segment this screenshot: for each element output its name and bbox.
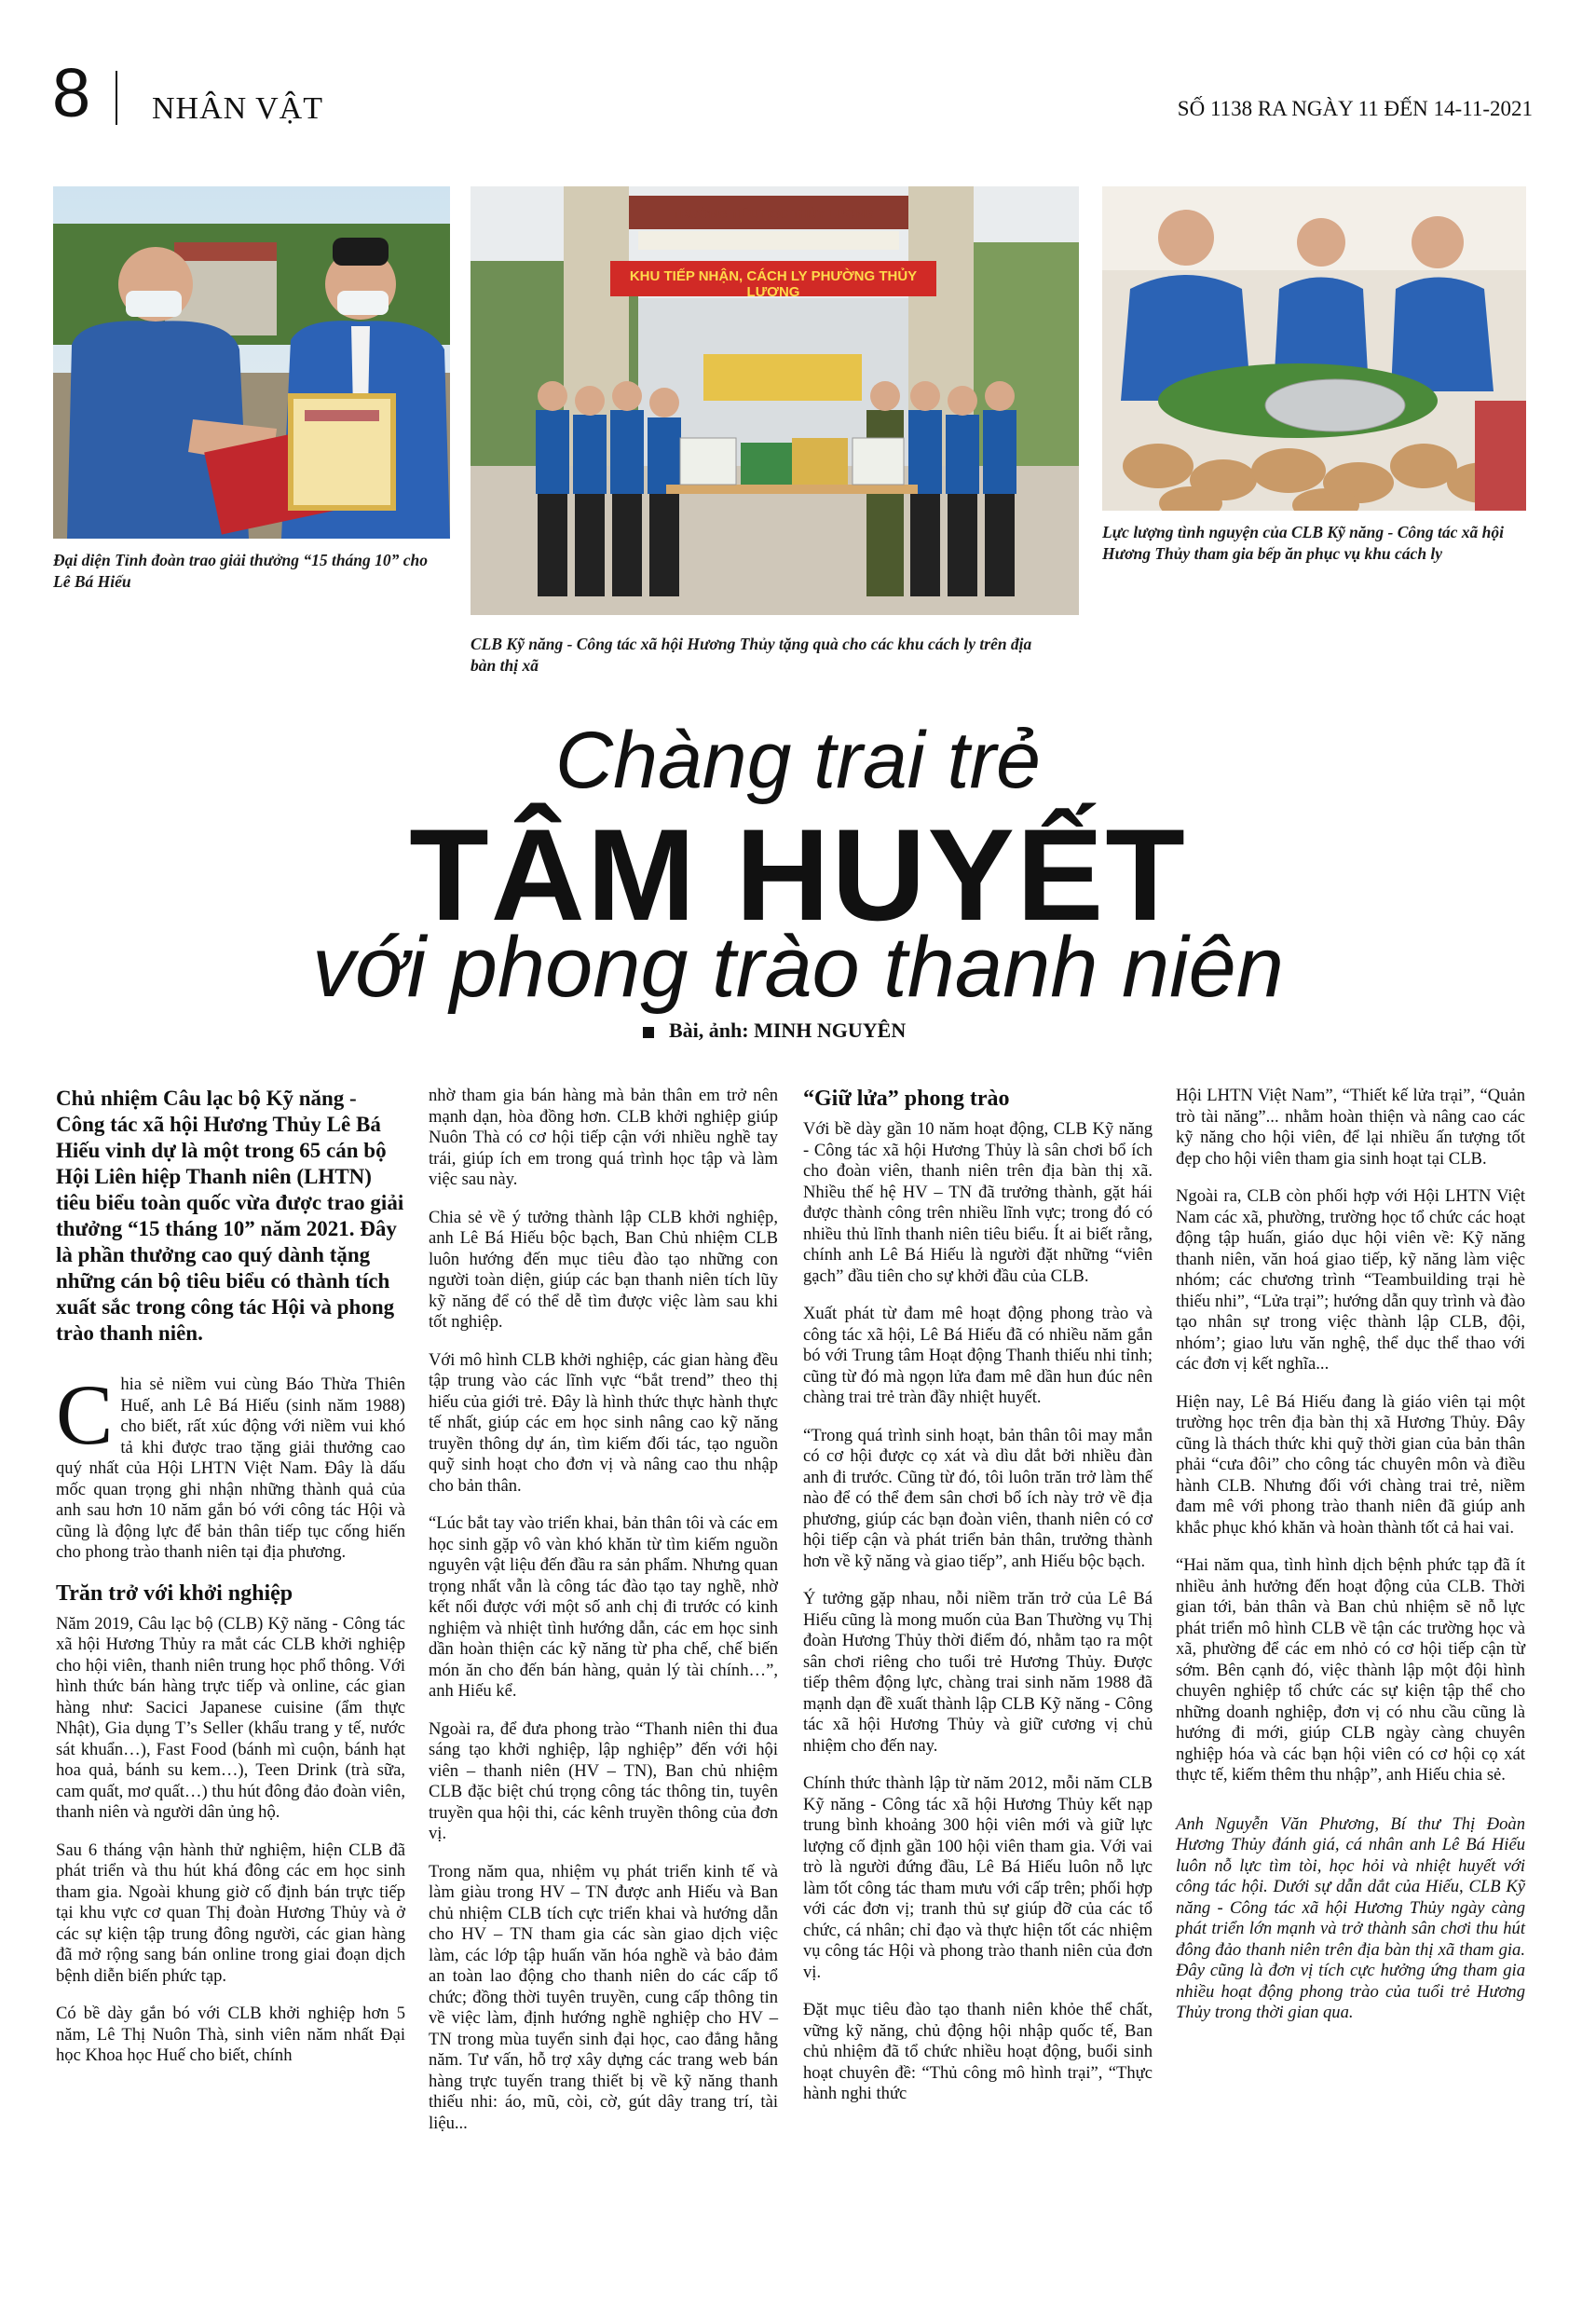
photo-gift-quarantine: [471, 186, 1079, 615]
intro-text: hia sẻ niềm vui cùng Báo Thừa Thiên Huế, anh Lê Bá Hiếu (sinh năm 1988) cho biết, rất xúc động với niềm vui khó tả khi được trao tặng giải thưởng cao quý nhất của Hội LHTN Việt Nam. Đây là dấu mốc quan trọng ghi nhận những thành quả của anh sau hơn 10 năm gắn bó với công tác Hội và cũng là động lực để bản thân tiếp tục cống hiến cho phong trào thanh niên tại địa phương.: [56, 1375, 405, 1562]
headline-line-2: TÂM HUYẾT: [409, 801, 1187, 948]
left-photo-caption: Đại diện Tỉnh đoàn trao giải thưởng “15 tháng 10” cho Lê Bá Hiếu: [53, 551, 429, 591]
subheading-khoi-nghiep: Trăn trở với khởi nghiệp: [56, 1580, 293, 1606]
paragraph: Chia sẻ về ý tưởng thành lập CLB khởi nghiệp, anh Lê Bá Hiếu bộc bạch, Ban Chủ nhiệm CLB luôn hướng đến mục tiêu đào tạo những con người toàn diện, giúp các bạn thanh niên tích lũy kỹ năng để có thể dễ tìm được việc làm sau khi tốt nghiệp.: [429, 1207, 778, 1332]
issue-info: SỐ 1138 RA NGÀY 11 ĐẾN 14-11-2021: [1177, 97, 1533, 120]
headline-line-1: Chàng trai trẻ: [554, 716, 1042, 805]
photo-award-ceremony: [53, 186, 450, 539]
paragraph: Có bề dày gắn bó với CLB khởi nghiệp hơn 5 năm, Lê Thị Nuôn Thà, sinh viên năm nhất Đại học Khoa học Huế cho biết, chính: [56, 2004, 405, 2065]
paragraph: Ngoài ra, CLB còn phối hợp với Hội LHTN Việt Nam các xã, phường, trường học tổ chức các hoạt động tập huấn, giáo dục hội viên về: Kỹ năng thanh niên, văn hoá giao tiếp, kỹ năng làm việc nhóm; các chương trình “Teambuilding trại hè thiếu nhi”, “Lửa trại”; hướng dẫn quy trình và đào tạo nhân sự trong việc thành lập CLB, đội, nhóm’; giao lưu văn nghệ, thể dục thể thao với các đơn vị kết nghĩa...: [1176, 1186, 1525, 1374]
intro-paragraph: [56, 1367, 405, 1564]
paragraph: Với bề dày gần 10 năm hoạt động, CLB Kỹ năng - Công tác xã hội Hương Thủy là sân chơi bổ ích cho đoàn viên, thanh niên trên địa bàn thị xã. Nhiều thế hệ HV – TN đã trưởng thành, gặt hái được thành công trên nhiều lĩnh vực; trong đó có nhiều thủ lĩnh thanh niên tiêu biểu. Ít ai biết rằng, chính anh Lê Bá Hiếu là người đặt những “viên gạch” đầu tiên cho sự khởi đầu của CLB.: [803, 1119, 1153, 1286]
article-column-4: [1176, 1086, 1525, 2041]
drop-cap: C: [56, 1367, 114, 1462]
byline-text: Bài, ảnh: MINH NGUYÊN: [669, 1019, 907, 1042]
paragraph: Trong năm qua, nhiệm vụ phát triển kinh tế và làm giàu trong HV – TN được anh Hiếu và Ban chủ nhiệm CLB tích cực triển khai và hướng dẫn cho HV – TN tham gia các sàn giao dịch việc làm, các lớp tập huấn văn hóa nghề và bảo đảm an toàn lao động cho thanh niên do các cấp tổ chức; đồng thời tuyên truyền, cung cấp thông tin về việc làm, định hướng nghề nghiệp cho HV – TN trong mùa tuyển sinh đại học, cao đẳng hằng năm. Tư vấn, hỗ trợ xây dựng các trang web bán hàng trực tuyến trang thiết bị về kỹ năng thanh thiếu nhi: áo, mũ, còi, cờ, gút dây trang trí, tài liệu...: [429, 1861, 778, 2133]
paragraph: Ngoài ra, để đưa phong trào “Thanh niên thi đua sáng tạo khởi nghiệp, lập nghiệp” đến với hội viên – thanh niên (HV – TN), Ban chủ nhiệm CLB đặc biệt chú trọng công tác thông tin, tuyên truyền qua hội thi, các kênh truyền thông của đơn vị.: [429, 1718, 778, 1843]
paragraph: “Lúc bắt tay vào triển khai, bản thân tôi và các em học sinh gặp vô vàn khó khăn từ tìm kiếm nguồn nguyên vật liệu đến đầu ra sản phẩm. Nhưng quan trọng nhất vẫn là công tác đào tạo tay nghề, nhờ kết nối được với một số anh chị đi trước có kinh nghiệm và nhiệt tình hướng dẫn, các em học sinh dần hoàn thiện các kỹ năng từ pha chế, chế biến món ăn cho đến bán hàng, quản lý tài chính…”, anh Hiếu kể.: [429, 1513, 778, 1701]
page-number: 8: [52, 54, 91, 131]
paragraph: Năm 2019, Câu lạc bộ (CLB) Kỹ năng - Công tác xã hội Hương Thủy ra mắt các CLB khởi nghiệp cho hội viên, thanh niên trung học phổ thông. Với hình thức bán hàng trực tiếp và online, các gian hàng như: Sacici Japanese cuisine (ẩm thực Nhật), Gia dụng T’s Seller (khẩu trang y tế, nước sát khuẩn…), Fast Food (bánh mì cuộn, bánh hạt hoa quả, bánh su kem…), Teen Drink (trà sữa, cam quất, mơ quất…) thu hút đông đảo đoàn viên, thanh niên và người dân ủng hộ.: [56, 1613, 405, 1822]
article-column-2: [429, 1086, 778, 2151]
paragraph: “Trong quá trình sinh hoạt, bản thân tôi may mắn có cơ hội được cọ xát và dìu dắt bởi nhiều đàn anh đi trước. Cũng từ đó, tôi luôn trăn trở làm thế nào để có thể đem sân chơi bổ ích này trở về địa phương, giúp các bạn đoàn viên, thanh niên có cơ hội tiếp cận và phát triển bản thân, trưởng thành hơn về kỹ năng và giao tiếp”, anh Hiếu bộc bạch.: [803, 1425, 1153, 1571]
paragraph: Với mô hình CLB khởi nghiệp, các gian hàng đều tập trung vào các lĩnh vực “bắt trend” theo thị hiếu của giới trẻ. Đây là hình thức thực hành thực tế nhất, giúp các em học sinh nâng cao kỹ năng truyền thông dự án, tìm kiếm đối tác, tạo nguồn quỹ sinh hoạt cho đơn vị và nâng cao thu nhập cho bản thân.: [429, 1349, 778, 1496]
header-divider: [116, 71, 117, 125]
byline-square-icon: [643, 1027, 654, 1038]
article-column-1: [56, 1086, 405, 2084]
closing-quote-paragraph: Anh Nguyễn Văn Phương, Bí thư Thị Đoàn Hương Thủy đánh giá, cá nhân anh Lê Bá Hiếu luôn nỗ lực tìm tòi, học hỏi và nhiệt huyết với công tác hội. Dưới sự dẫn dắt của Hiếu, CLB Kỹ năng - Công tác xã hội Hương Thủy ngày càng phát triển lớn mạnh và trở thành sân chơi thu hút đông đảo thanh niên trên địa bàn thị xã tham gia. Đây cũng là đơn vị tích cực hưởng ứng tham gia nhiều hoạt động phong trào của tuổi trẻ Hương Thủy trong thời gian qua.: [1176, 1813, 1525, 2022]
paragraph: Ý tưởng gặp nhau, nỗi niềm trăn trở của Lê Bá Hiếu cũng là mong muốn của Ban Thường vụ Thị đoàn Hương Thủy thời điểm đó, nhằm tạo ra một sân chơi riêng cho tuổi trẻ Hương Thủy. Được tiếp thêm động lực, chàng trai sinh năm 1988 đã mạnh dạn đề xuất thành lập CLB Kỹ năng - Công tác xã hội Hương Thủy và giữ cương vị chủ nhiệm cho đến nay.: [803, 1589, 1153, 1756]
quarantine-banner: KHU TIẾP NHẬN, CÁCH LY PHƯỜNG THỦY LƯƠNG: [629, 268, 918, 300]
school-sign: TRƯỜNG TIỂU HỌC THỦY LƯƠNG: [672, 207, 875, 221]
byline: [643, 1019, 906, 1043]
photo-volunteer-kitchen: [1102, 186, 1526, 511]
headline-line-3: với phong trào thanh niên: [312, 920, 1284, 1015]
paragraph: Sau 6 tháng vận hành thử nghiệm, hiện CLB đã phát triển và thu hút khá đông các em học sinh tham gia. Ngoài khung giờ cố định bán trực tiếp tại khu vực cơ quan Thị đoàn Hương Thủy và ở các sự kiện tập trung đông người, các gian hàng đã mở rộng sang bán online trong giai đoạn dịch bệnh diễn biến phức tạp.: [56, 1840, 405, 1986]
paragraph: Đặt mục tiêu đào tạo thanh niên khỏe thể chất, vững kỹ năng, chủ động hội nhập quốc tế, Ban chủ nhiệm đã tổ chức nhiều hoạt động, buổi sinh hoạt chuyên đề: “Thủ công mô hình trại”, “Thực hành nghi thức: [803, 2000, 1153, 2103]
paragraph: nhờ tham gia bán hàng mà bản thân em trở nên mạnh dạn, hòa đồng hơn. CLB khởi nghiệp giúp Nuôn Thà có cơ hội tiếp cận với nhiều nghề tay trái, giúp ích em trong quá trình học tập và làm việc sau này.: [429, 1086, 778, 1189]
subheading-giu-lua: “Giữ lửa” phong trào: [803, 1087, 1010, 1111]
paragraph: Hiện nay, Lê Bá Hiếu đang là giáo viên tại một trường học trên địa bàn thị xã Hương Thủy. Đây cũng là thách thức khi quỹ thời gian của bản thân phải “cưa đôi” cho công tác chuyên môn và điều hành CLB. Nhưng đối với chàng trai trẻ, niềm đam mê với phong trào thanh niên đã giúp anh khắc phục khó khăn và hoàn thành tốt cả hai vai.: [1176, 1391, 1525, 1538]
paragraph: “Hai năm qua, tình hình dịch bệnh phức tạp đã ít nhiều ảnh hưởng đến hoạt động của CLB. Thời gian tới, bản thân và Ban chủ nhiệm sẽ nỗ lực phát triển mô hình CLB về tận các trường học và xã, phường để các em nhỏ có cơ hội tiếp cận từ sớm. Bên cạnh đó, việc thành lập một đội hình chuyên nghiệp tổ chức các sự kiện tập thể cho những doanh nghiệp, đơn vị có nhu cầu cũng là hướng đi mới, giúp CLB ngày càng chuyên nghiệp hóa và các bạn hội viên có cơ hội cọ xát thực tế, kiếm thêm thu nhập”, anh Hiếu chia sẻ.: [1176, 1555, 1525, 1785]
center-photo-caption: CLB Kỹ năng - Công tác xã hội Hương Thủy tặng quà cho các khu cách ly trên địa bàn thị xã: [471, 635, 1032, 675]
section-name: NHÂN VẬT: [152, 91, 323, 126]
paragraph: Chính thức thành lập từ năm 2012, mỗi năm CLB Kỹ năng - Công tác xã hội Hương Thủy kết nạp trung bình khoảng 300 hội viên mới và giữ lực lượng cố định gần 100 hội viên tham gia. Với vai trò là người đứng đầu, Lê Bá Hiếu luôn nỗ lực làm tốt công tác tham mưu với cấp trên; phối hợp với các đơn vị; tranh thủ sự giúp đỡ của các tổ chức, cá nhân; chỉ đạo và thực hiện tốt các nhiệm vụ công tác Hội và phong trào thanh niên của đơn vị.: [803, 1773, 1153, 1982]
article-column-3: [803, 1086, 1153, 2122]
right-photo-caption: Lực lượng tình nguyện của CLB Kỹ năng - Công tác xã hội Hương Thủy tham gia bếp ăn phục vụ khu cách ly: [1102, 523, 1504, 563]
article-lead: Chủ nhiệm Câu lạc bộ Kỹ năng - Công tác xã hội Hương Thủy Lê Bá Hiếu vinh dự là một trong 65 cán bộ Hội Liên hiệp Thanh niên (LHTN) tiêu biểu toàn quốc vừa được trao giải thưởng “15 tháng 10” năm 2021. Đây là phần thưởng cao quý dành tặng những cán bộ tiêu biểu có thành tích xuất sắc trong công tác Hội và phong trào thanh niên.: [56, 1087, 404, 1345]
paragraph: Hội LHTN Việt Nam”, “Thiết kế lửa trại”, “Quản trò tài năng”... nhằm hoàn thiện và nâng cao các kỹ năng cho hội viên, để lại nhiều ấn tượng tốt đẹp cho hội viên tham gia sinh hoạt tại CLB.: [1176, 1086, 1525, 1169]
paragraph: Xuất phát từ đam mê hoạt động phong trào và công tác xã hội, Lê Bá Hiếu đã có nhiều năm gắn bó với Trung tâm Hoạt động Thanh thiếu nhi tỉnh; cũng từ đó mà ngọn lửa đam mê dần hun đúc nên chàng trai trẻ tràn đầy nhiệt huyết.: [803, 1304, 1153, 1407]
